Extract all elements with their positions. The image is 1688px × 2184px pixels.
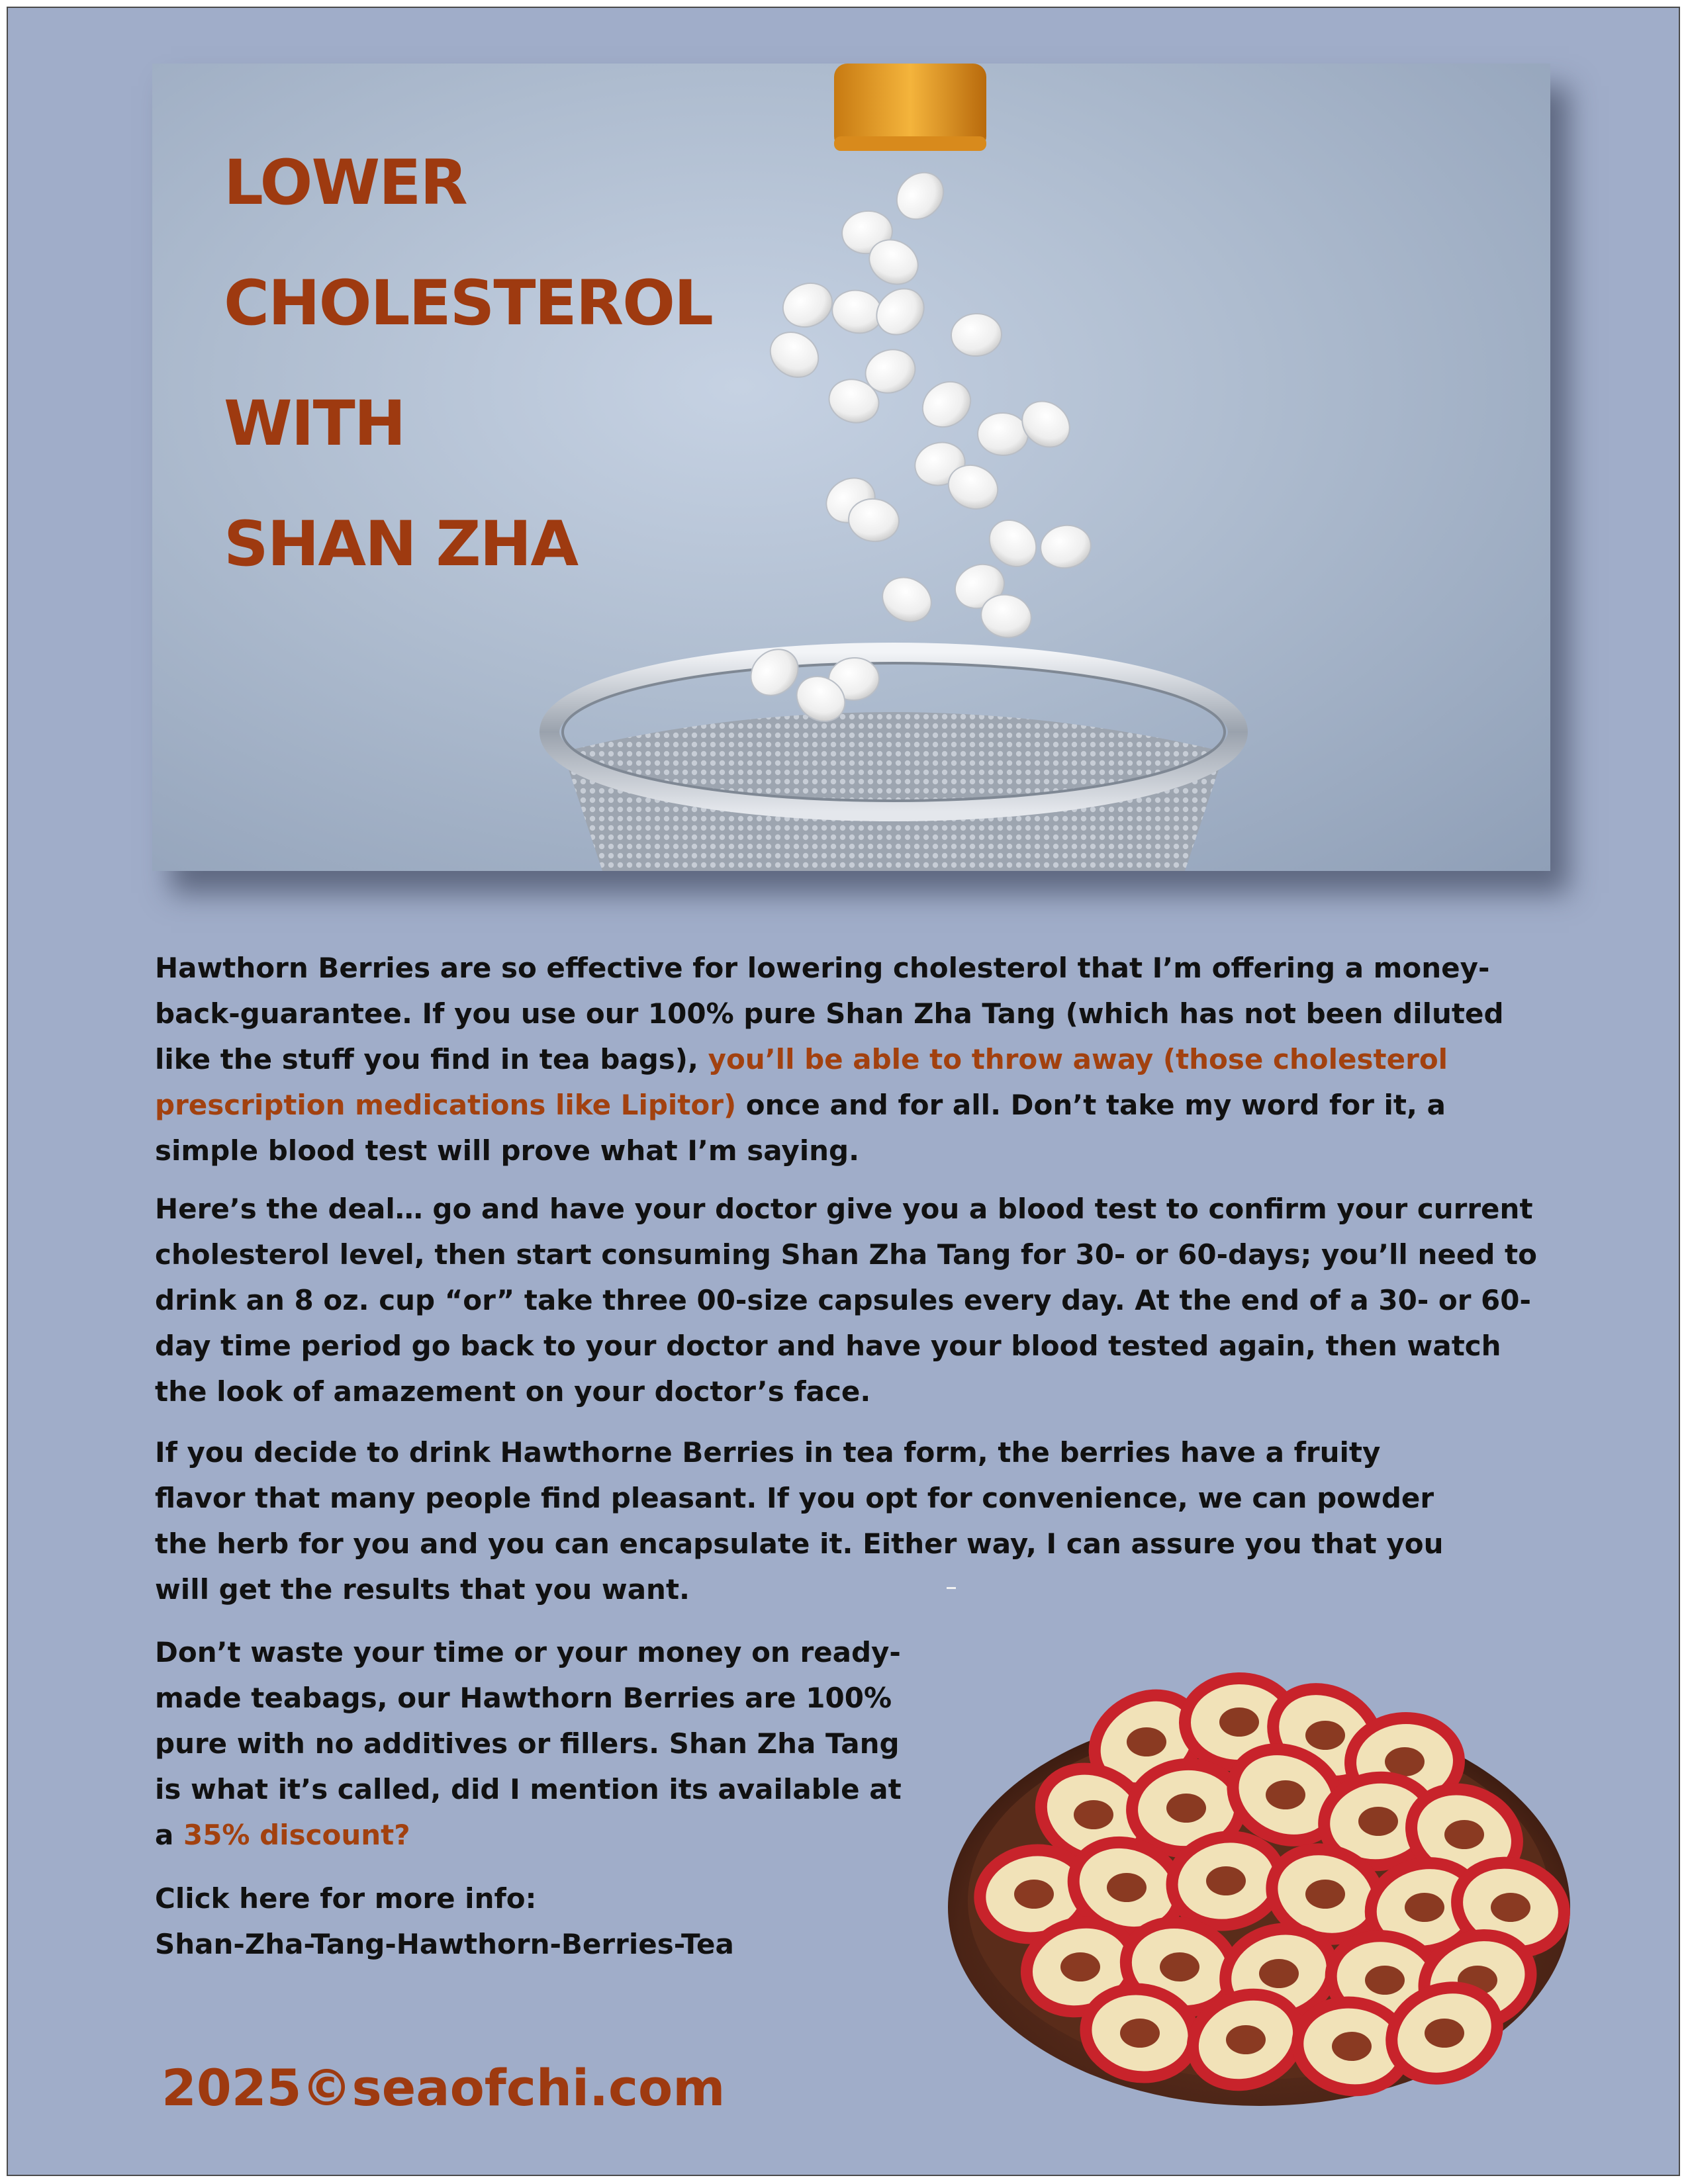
pill-icon — [950, 312, 1002, 357]
pill-icon — [977, 412, 1029, 457]
paragraph-discount-text: Don’t waste your time or your money on ready-made teabags, our Hawthorn Berries are 100% pure with no additives or fillers. Shan Zha Tang is what it’s called, did I mention its available at a — [155, 1636, 902, 1851]
berry-slice-center-icon — [1266, 1780, 1305, 1809]
paragraph-guarantee-text: Hawthorn Berries are so effective for lowering cholesterol that I’m offering a money-back-guarantee. If you use our 100% pure Shan Zha Tang (which has not been diluted like the stuff you find in tea bags), — [155, 952, 1504, 1075]
berry-slice-center-icon — [1206, 1866, 1246, 1895]
copyright-footer: 2025©seaofchi.com — [162, 2058, 726, 2117]
paragraph-guarantee-end: once and for all. Don’t take my word for it, a simple blood test will prove what I’m saying. — [155, 1089, 1446, 1167]
berry-slice-center-icon — [1405, 1893, 1444, 1922]
berry-slice-center-icon — [1060, 1952, 1100, 1981]
hawthorn-berry-bowl-image — [928, 1623, 1590, 2126]
more-info-link[interactable]: Shan-Zha-Tang-Hawthorn-Berries-Tea — [155, 1928, 734, 1960]
berry-slice-center-icon — [1166, 1794, 1206, 1823]
paragraph-guarantee — [155, 945, 1532, 1173]
berry-slice-center-icon — [1074, 1800, 1113, 1829]
berry-slice-center-icon — [1259, 1959, 1299, 1988]
headline — [224, 123, 712, 605]
berry-slice-center-icon — [1127, 1727, 1166, 1756]
berry-slice-center-icon — [1365, 1966, 1405, 1995]
pill-icon — [867, 279, 933, 344]
berry-slice-center-icon — [1226, 2025, 1266, 2054]
berry-slice-center-icon — [1491, 1893, 1530, 1922]
berry-slice-center-icon — [1444, 1820, 1484, 1849]
stray-mark — [947, 1587, 956, 1589]
pill-icon — [888, 163, 953, 229]
pill-icon — [914, 373, 980, 436]
berry-slice-center-icon — [1120, 2019, 1160, 2048]
paragraph-tea-form: If you decide to drink Hawthorne Berries in tea form, the berries have a fruity flavor that many people find pleasant. If you opt for convenience, we can powder the herb for you and you can encapsulate it. Either way, I can assure you that you will get the results that you want. — [155, 1436, 1444, 1606]
berry-slice-center-icon — [1305, 1721, 1345, 1750]
paragraph-discount — [155, 1629, 923, 1858]
berry-slice-center-icon — [1305, 1880, 1345, 1909]
flyer-page — [7, 7, 1680, 2176]
hero-image — [152, 64, 1550, 871]
pill-icon — [762, 323, 827, 387]
more-info-label: Click here for more info: — [155, 1882, 537, 1915]
berry-slice-center-icon — [1107, 1873, 1147, 1902]
pill-icon — [874, 569, 939, 630]
paragraph-the-deal: Here’s the deal… go and have your doctor give you a blood test to confirm your current cholesterol level, then start consuming Shan Zha Tang for 30- or 60-days; you’ll need to drink an 8 oz. cup “or” take three 00-size capsules every day. At the end of a 30- or 60-day time period go back to your doctor and have your blood tested again, then watch the look of amazement on your doctor’s face. — [155, 1193, 1537, 1408]
more-info-block — [155, 1876, 923, 1967]
berry-slice-center-icon — [1332, 2032, 1372, 2061]
headline-line-3: WITH — [224, 388, 405, 460]
pill-icon — [1037, 522, 1094, 571]
berry-slice-center-icon — [1385, 1747, 1425, 1776]
headline-line-4: SHAN ZHA — [224, 508, 578, 580]
berry-slice-center-icon — [1219, 1707, 1259, 1737]
highlight-throw-away: you’ll be able to throw away (those cholesterol prescription medications like Lipitor) — [155, 1043, 1448, 1121]
pill-icon — [776, 275, 839, 334]
headline-line-1: LOWER — [224, 147, 467, 219]
berry-slice-center-icon — [1425, 2019, 1464, 2048]
headline-line-2: CHOLESTEROL — [224, 267, 712, 340]
highlight-discount: 35% discount? — [183, 1819, 410, 1851]
berry-slice-center-icon — [1014, 1880, 1054, 1909]
berry-slice-center-icon — [1160, 1952, 1199, 1981]
berry-slice-center-icon — [1358, 1807, 1398, 1836]
